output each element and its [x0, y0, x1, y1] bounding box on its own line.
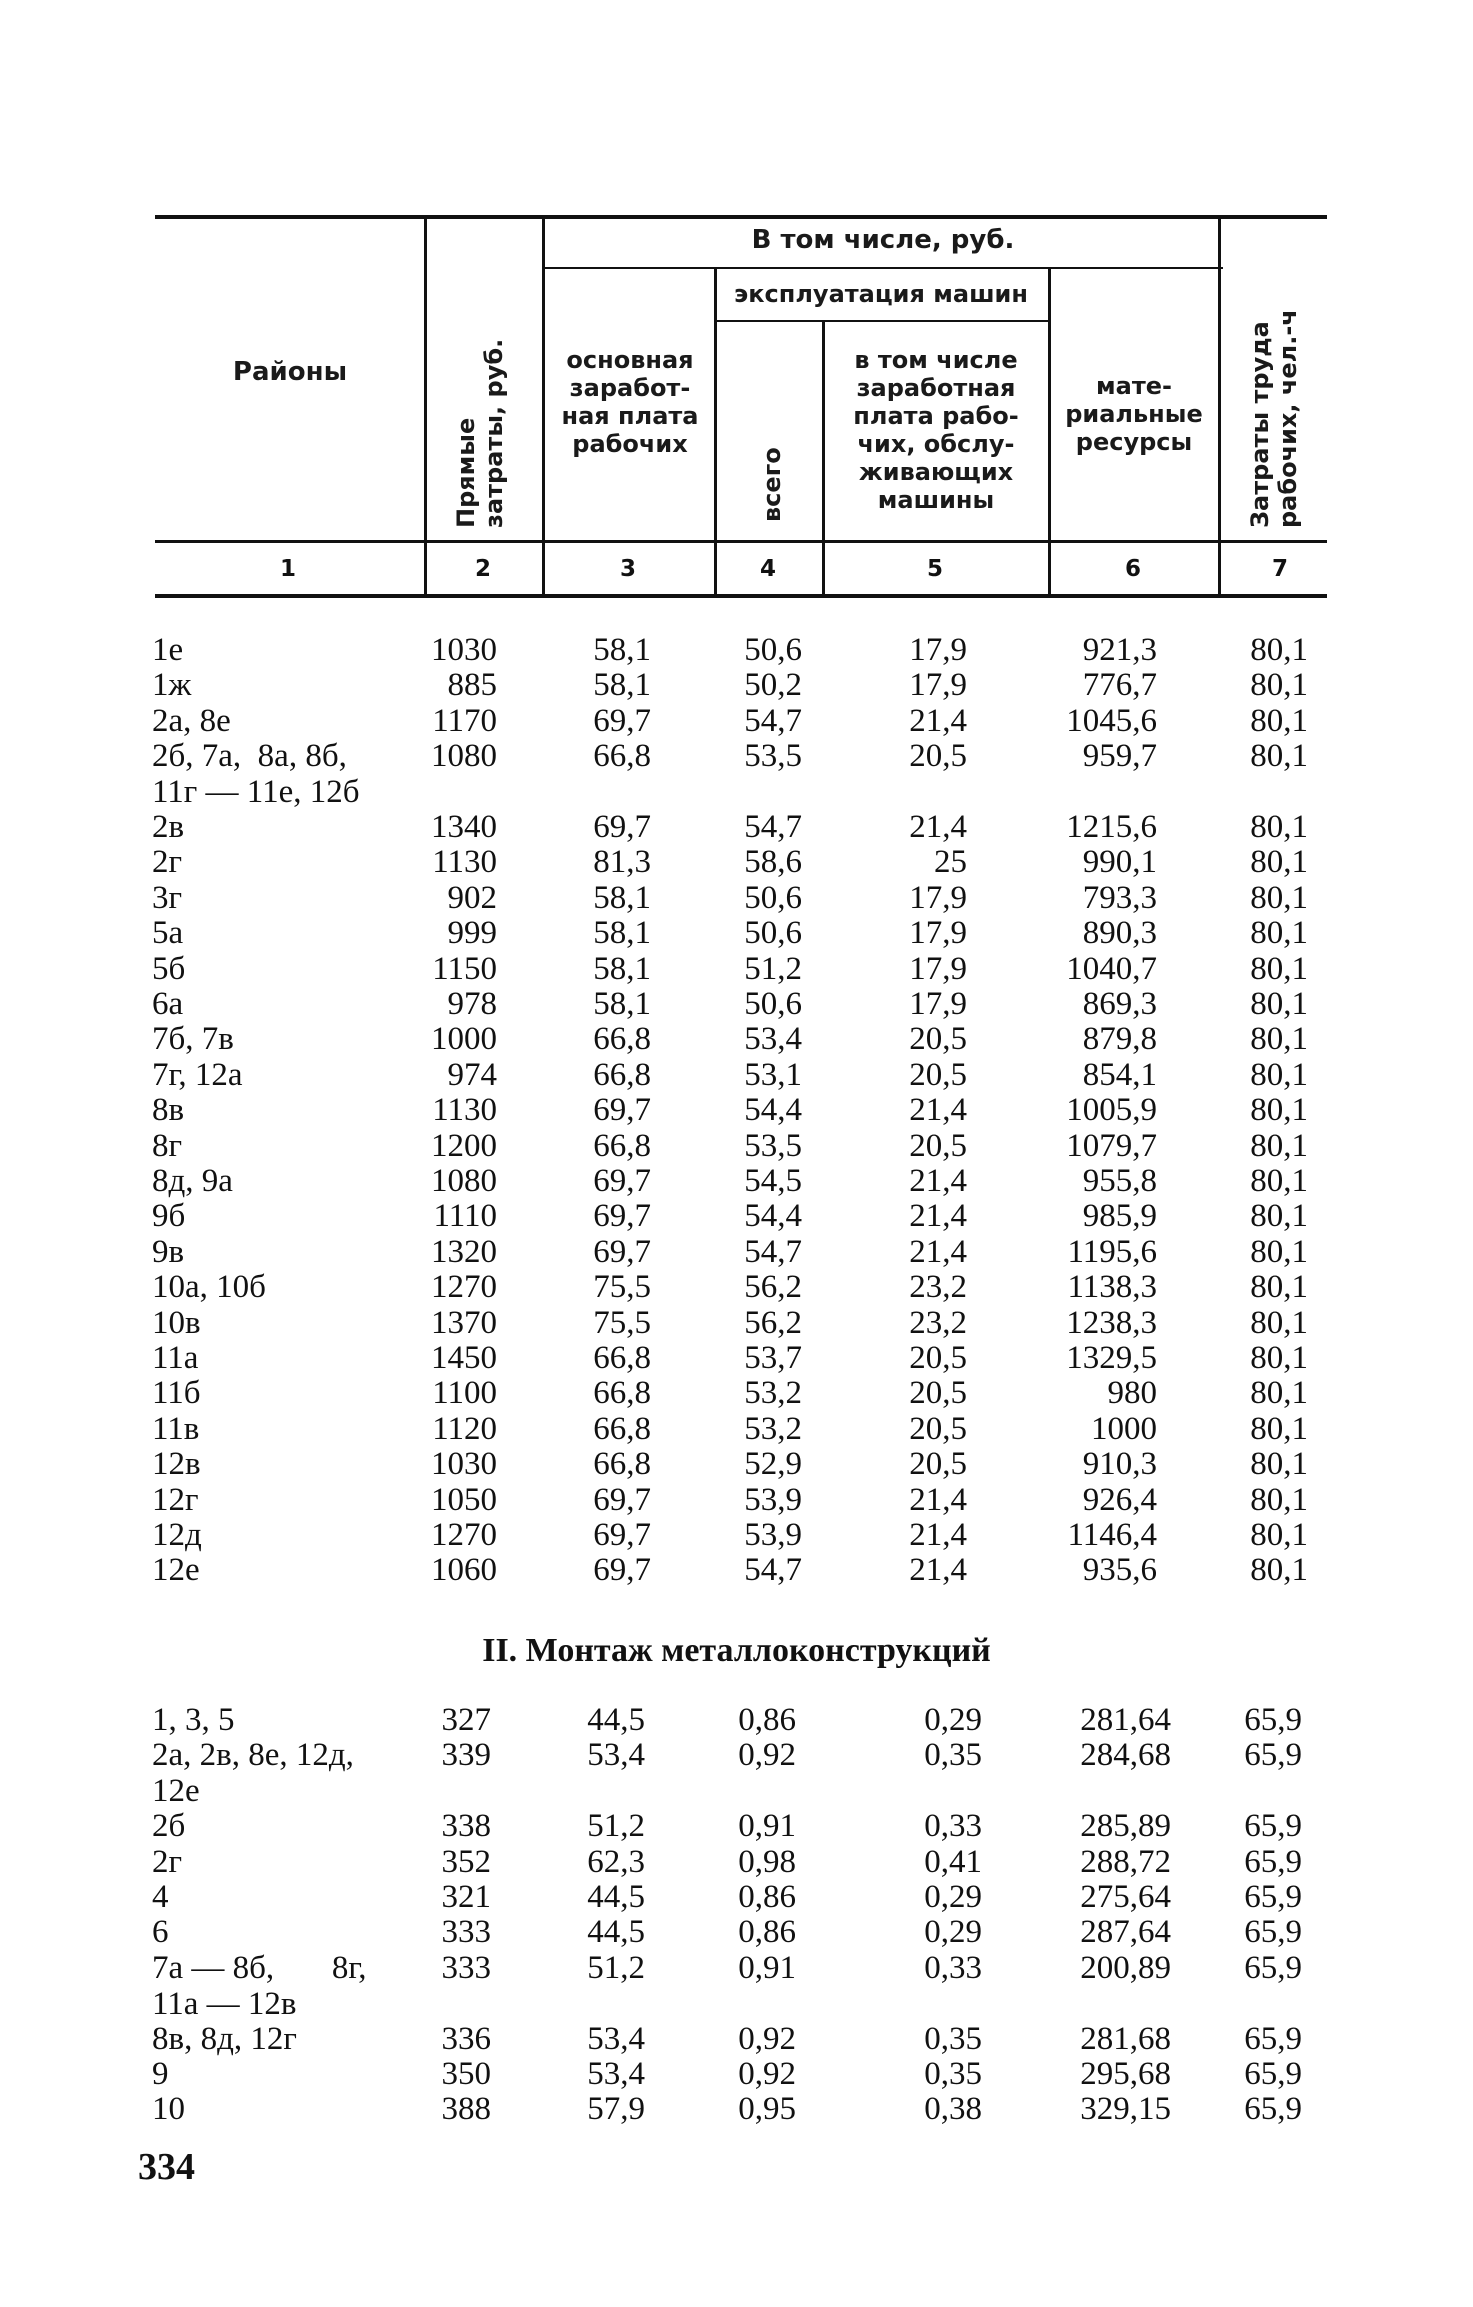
header-machine-operation: эксплуатация машин [734, 280, 1028, 308]
row-value-c3: 44,5 [587, 1702, 645, 1738]
row-value-c5: 21,4 [909, 702, 967, 739]
col-divider-1 [424, 218, 427, 598]
row-value-c4: 52,9 [744, 1446, 802, 1483]
row-value-c3: 69,7 [593, 1517, 651, 1553]
row-value-c2: 333 [441, 1949, 491, 1986]
col-number-7: 7 [1271, 556, 1288, 582]
row-value-c3: 58,1 [593, 667, 651, 704]
row-value-c2: 1270 [431, 1269, 497, 1306]
row-district: 2г [152, 1843, 183, 1880]
row-value-c6: 854,1 [1082, 1056, 1157, 1093]
row-value-c3: 69,7 [593, 1198, 651, 1235]
row-value-c7: 80,1 [1250, 702, 1308, 739]
row-value-c4: 54,4 [744, 1092, 802, 1129]
row-district: 1е [152, 632, 184, 668]
row-value-c3: 75,5 [593, 1304, 651, 1341]
row-value-c6: 288,72 [1080, 1843, 1171, 1880]
row-district: 9в [152, 1233, 185, 1270]
col-divider-6 [1218, 218, 1221, 598]
row-value-c3: 66,8 [593, 1127, 651, 1164]
row-value-c5: 0,38 [924, 2091, 982, 2128]
row-value-c4: 53,5 [744, 738, 802, 775]
row-value-c6: 869,3 [1082, 986, 1157, 1022]
row-value-c4: 50,6 [744, 632, 802, 668]
row-value-c5: 20,5 [909, 738, 967, 775]
row-value-c4: 0,86 [738, 1879, 796, 1915]
row-value-c7: 65,9 [1244, 1737, 1302, 1774]
row-value-c4: 0,92 [738, 1737, 796, 1774]
row-value-c2: 1000 [431, 1021, 497, 1058]
row-value-c3: 81,3 [593, 844, 651, 881]
header-direct-costs: Прямые затраты, руб. [452, 338, 508, 528]
row-value-c2: 388 [441, 2091, 491, 2128]
row-value-c6: 285,89 [1080, 1808, 1171, 1845]
row-value-c3: 57,9 [587, 2091, 645, 2128]
row-value-c5: 0,35 [924, 1737, 982, 1774]
row-district: 8в, 8д, 12г [152, 2020, 297, 2057]
row-value-c2: 1320 [431, 1233, 497, 1270]
row-value-c2: 338 [441, 1808, 491, 1845]
row-value-c6: 287,64 [1080, 1914, 1171, 1951]
row-value-c6: 776,7 [1082, 667, 1157, 704]
col-divider-4 [822, 320, 825, 598]
row-value-c6: 200,89 [1080, 1949, 1171, 1986]
row-district: 10в [152, 1304, 201, 1341]
row-value-c4: 53,9 [744, 1481, 802, 1518]
row-value-c6: 926,4 [1082, 1481, 1157, 1518]
row-value-c7: 80,1 [1250, 667, 1308, 704]
row-value-c3: 53,4 [587, 2020, 645, 2057]
row-district: 9б [152, 1198, 186, 1235]
row-value-c6: 284,68 [1080, 1737, 1171, 1774]
row-value-c2: 1110 [433, 1198, 497, 1235]
row-value-c3: 66,8 [593, 738, 651, 775]
row-value-c3: 69,7 [593, 1233, 651, 1270]
header-machine-wage: в том числе заработная плата рабо- чих, обслу- живающих машины [853, 346, 1019, 514]
col-number-2: 2 [474, 556, 491, 582]
row-district: 9 [152, 2056, 169, 2092]
group-rule [543, 267, 1223, 269]
row-value-c5: 17,9 [909, 915, 967, 952]
row-value-c3: 44,5 [587, 1879, 645, 1915]
row-value-c3: 69,7 [593, 1163, 651, 1199]
row-district: 2а, 8е [152, 702, 231, 739]
row-value-c5: 0,29 [924, 1879, 982, 1915]
row-value-c3: 58,1 [593, 986, 651, 1022]
row-value-c5: 20,5 [909, 1340, 967, 1376]
row-district: 1, 3, 5 [152, 1702, 235, 1738]
row-value-c5: 0,33 [924, 1808, 982, 1845]
row-value-c3: 66,8 [593, 1340, 651, 1376]
row-value-c7: 80,1 [1250, 950, 1308, 987]
col-divider-3 [714, 268, 717, 598]
row-value-c3: 66,8 [593, 1446, 651, 1483]
row-value-c7: 80,1 [1250, 915, 1308, 952]
row-value-c7: 80,1 [1250, 1375, 1308, 1412]
row-value-c2: 1120 [432, 1410, 497, 1447]
row-value-c5: 23,2 [909, 1304, 967, 1341]
row-district: 2в [152, 809, 185, 845]
row-value-c7: 65,9 [1244, 1879, 1302, 1915]
row-value-c5: 0,29 [924, 1914, 982, 1951]
machines-rule [716, 320, 1048, 322]
row-value-c7: 65,9 [1244, 2091, 1302, 2128]
row-district: 5б [152, 950, 186, 987]
row-value-c6: 1000 [1091, 1410, 1157, 1447]
row-value-c5: 20,5 [909, 1127, 967, 1164]
row-value-c7: 80,1 [1250, 1410, 1308, 1447]
row-value-c7: 80,1 [1250, 1517, 1308, 1553]
row-value-c4: 50,2 [744, 667, 802, 704]
row-district: 2б, 7а, 8а, 8б, 11г — 11е, 12б [152, 738, 360, 811]
row-value-c7: 80,1 [1250, 1552, 1308, 1589]
row-value-c6: 1079,7 [1066, 1127, 1157, 1164]
row-value-c7: 80,1 [1250, 1446, 1308, 1483]
row-value-c7: 80,1 [1250, 879, 1308, 916]
row-value-c2: 1170 [432, 702, 497, 739]
row-value-c3: 62,3 [587, 1843, 645, 1880]
row-value-c6: 1195,6 [1067, 1233, 1157, 1270]
row-district: 3г [152, 879, 183, 916]
row-value-c2: 1450 [431, 1340, 497, 1376]
section-title: II. Монтаж металлоконструкций [482, 1632, 991, 1669]
row-value-c4: 56,2 [744, 1269, 802, 1306]
row-district: 12д [152, 1517, 202, 1553]
row-value-c6: 985,9 [1082, 1198, 1157, 1235]
row-district: 7г, 12а [152, 1056, 243, 1093]
header-labor: Затраты труда рабочих, чел.-ч [1246, 309, 1302, 528]
row-value-c5: 21,4 [909, 1552, 967, 1589]
row-value-c7: 80,1 [1250, 1304, 1308, 1341]
row-value-c2: 885 [447, 667, 497, 704]
row-value-c2: 352 [441, 1843, 491, 1880]
row-district: 10а, 10б [152, 1269, 266, 1306]
col-number-6: 6 [1124, 556, 1141, 582]
row-value-c4: 50,6 [744, 879, 802, 916]
row-district: 6 [152, 1914, 169, 1951]
row-value-c2: 974 [447, 1056, 497, 1093]
row-value-c2: 333 [441, 1914, 491, 1951]
row-value-c3: 66,8 [593, 1056, 651, 1093]
row-value-c3: 51,2 [587, 1808, 645, 1845]
row-value-c4: 0,98 [738, 1843, 796, 1880]
row-value-c4: 53,5 [744, 1127, 802, 1164]
header-bottom-rule [155, 540, 1327, 543]
row-value-c7: 65,9 [1244, 2056, 1302, 2092]
row-value-c7: 80,1 [1250, 738, 1308, 775]
row-district: 7а — 8б, 8г, 11а — 12в [152, 1949, 367, 2022]
row-value-c7: 65,9 [1244, 1702, 1302, 1738]
row-value-c6: 275,64 [1080, 1879, 1171, 1915]
row-value-c5: 0,35 [924, 2056, 982, 2092]
row-value-c6: 910,3 [1082, 1446, 1157, 1483]
row-value-c5: 17,9 [909, 986, 967, 1022]
row-value-c3: 58,1 [593, 879, 651, 916]
row-value-c2: 999 [447, 915, 497, 952]
top-rule [155, 215, 1327, 219]
row-value-c2: 902 [447, 879, 497, 916]
row-value-c3: 51,2 [587, 1949, 645, 1986]
row-value-c6: 921,3 [1082, 632, 1157, 668]
row-value-c7: 65,9 [1244, 1949, 1302, 1986]
row-value-c6: 281,68 [1080, 2020, 1171, 2057]
row-value-c2: 1030 [431, 632, 497, 668]
row-district: 10 [152, 2091, 185, 2128]
row-value-c3: 69,7 [593, 702, 651, 739]
row-value-c6: 955,8 [1082, 1163, 1157, 1199]
row-value-c5: 17,9 [909, 950, 967, 987]
row-district: 11в [152, 1410, 200, 1447]
row-value-c5: 21,4 [909, 1163, 967, 1199]
row-value-c5: 0,29 [924, 1702, 982, 1738]
col-number-4: 4 [759, 556, 776, 582]
row-value-c2: 1050 [431, 1481, 497, 1518]
row-value-c6: 1005,9 [1066, 1092, 1157, 1129]
row-value-c3: 69,7 [593, 1092, 651, 1129]
row-value-c7: 80,1 [1250, 632, 1308, 668]
row-value-c3: 66,8 [593, 1021, 651, 1058]
col-divider-2 [542, 218, 545, 598]
row-value-c5: 0,33 [924, 1949, 982, 1986]
row-value-c2: 1080 [431, 738, 497, 775]
row-district: 6а [152, 986, 184, 1022]
row-value-c6: 990,1 [1082, 844, 1157, 881]
row-value-c5: 20,5 [909, 1021, 967, 1058]
row-value-c4: 53,2 [744, 1375, 802, 1412]
header-regions: Районы [232, 357, 348, 387]
row-value-c4: 54,7 [744, 1233, 802, 1270]
row-value-c7: 80,1 [1250, 1269, 1308, 1306]
header-total: всего [758, 447, 786, 522]
row-value-c3: 44,5 [587, 1914, 645, 1951]
row-value-c6: 890,3 [1082, 915, 1157, 952]
row-value-c6: 281,64 [1080, 1702, 1171, 1738]
row-district: 5а [152, 915, 184, 952]
row-value-c7: 65,9 [1244, 1808, 1302, 1845]
row-value-c2: 336 [441, 2020, 491, 2057]
col-number-1: 1 [279, 556, 296, 582]
row-value-c4: 50,6 [744, 986, 802, 1022]
row-value-c2: 1270 [431, 1517, 497, 1553]
row-value-c3: 58,1 [593, 950, 651, 987]
row-district: 4 [152, 1879, 169, 1915]
row-district: 11б [152, 1375, 201, 1412]
row-value-c2: 339 [441, 1737, 491, 1774]
row-value-c2: 1150 [432, 950, 497, 987]
row-value-c4: 54,7 [744, 1552, 802, 1589]
row-value-c6: 959,7 [1082, 738, 1157, 775]
row-district: 12г [152, 1481, 199, 1518]
row-value-c7: 80,1 [1250, 844, 1308, 881]
row-value-c7: 80,1 [1250, 1163, 1308, 1199]
row-value-c4: 53,7 [744, 1340, 802, 1376]
row-value-c6: 295,68 [1080, 2056, 1171, 2092]
row-value-c5: 21,4 [909, 1233, 967, 1270]
row-value-c7: 80,1 [1250, 1092, 1308, 1129]
row-district: 2г [152, 844, 183, 881]
row-value-c3: 58,1 [593, 632, 651, 668]
row-value-c4: 53,4 [744, 1021, 802, 1058]
row-value-c5: 20,5 [909, 1410, 967, 1447]
row-value-c4: 56,2 [744, 1304, 802, 1341]
row-value-c5: 21,4 [909, 809, 967, 845]
row-value-c2: 1030 [431, 1446, 497, 1483]
row-value-c2: 1370 [431, 1304, 497, 1341]
row-value-c5: 20,5 [909, 1375, 967, 1412]
row-value-c6: 980 [1107, 1375, 1157, 1412]
row-value-c4: 0,92 [738, 2056, 796, 2092]
row-value-c5: 25 [934, 844, 967, 881]
row-value-c5: 21,4 [909, 1092, 967, 1129]
row-value-c7: 80,1 [1250, 809, 1308, 845]
row-district: 12е [152, 1552, 200, 1589]
row-value-c4: 54,5 [744, 1163, 802, 1199]
row-value-c7: 80,1 [1250, 1340, 1308, 1376]
row-value-c5: 0,35 [924, 2020, 982, 2057]
col-divider-5 [1048, 268, 1051, 598]
row-value-c6: 329,15 [1080, 2091, 1171, 2128]
row-district: 8д, 9а [152, 1163, 233, 1199]
row-value-c3: 75,5 [593, 1269, 651, 1306]
row-value-c4: 0,92 [738, 2020, 796, 2057]
row-value-c7: 80,1 [1250, 1056, 1308, 1093]
row-value-c5: 21,4 [909, 1198, 967, 1235]
row-value-c7: 80,1 [1250, 1233, 1308, 1270]
row-value-c3: 53,4 [587, 2056, 645, 2092]
row-value-c4: 53,2 [744, 1410, 802, 1447]
row-value-c3: 69,7 [593, 809, 651, 845]
row-value-c2: 1130 [432, 844, 497, 881]
row-value-c2: 1200 [431, 1127, 497, 1164]
col-number-3: 3 [619, 556, 636, 582]
row-value-c4: 53,9 [744, 1517, 802, 1553]
row-value-c5: 23,2 [909, 1269, 967, 1306]
row-value-c4: 54,7 [744, 702, 802, 739]
row-value-c2: 1060 [431, 1552, 497, 1589]
row-value-c7: 80,1 [1250, 986, 1308, 1022]
row-value-c2: 321 [441, 1879, 491, 1915]
row-value-c4: 0,95 [738, 2091, 796, 2128]
col-number-5: 5 [926, 556, 943, 582]
row-value-c3: 69,7 [593, 1552, 651, 1589]
row-value-c4: 0,86 [738, 1914, 796, 1951]
row-value-c7: 65,9 [1244, 1843, 1302, 1880]
row-value-c2: 1080 [431, 1163, 497, 1199]
row-value-c5: 17,9 [909, 667, 967, 704]
row-value-c4: 58,6 [744, 844, 802, 881]
row-value-c2: 1100 [432, 1375, 497, 1412]
row-value-c6: 1045,6 [1066, 702, 1157, 739]
row-value-c5: 20,5 [909, 1446, 967, 1483]
row-value-c7: 65,9 [1244, 1914, 1302, 1951]
row-value-c4: 0,91 [738, 1949, 796, 1986]
row-value-c5: 21,4 [909, 1517, 967, 1553]
row-value-c5: 0,41 [924, 1843, 982, 1880]
row-district: 2б [152, 1808, 186, 1845]
row-value-c2: 350 [441, 2056, 491, 2092]
header-base-wage: основная заработ- ная плата рабочих [561, 346, 699, 458]
row-district: 8г [152, 1127, 183, 1164]
header-group: В том числе, руб. [751, 225, 1015, 255]
row-value-c6: 1138,3 [1067, 1269, 1157, 1306]
row-district: 1ж [152, 667, 192, 704]
row-district: 2а, 2в, 8е, 12д, 12е [152, 1737, 354, 1810]
row-value-c3: 53,4 [587, 1737, 645, 1774]
row-value-c7: 80,1 [1250, 1127, 1308, 1164]
row-value-c6: 1329,5 [1066, 1340, 1157, 1376]
row-district: 12в [152, 1446, 201, 1483]
row-value-c2: 327 [441, 1702, 491, 1738]
row-value-c4: 53,1 [744, 1056, 802, 1093]
row-value-c7: 65,9 [1244, 2020, 1302, 2057]
row-value-c6: 1215,6 [1066, 809, 1157, 845]
row-value-c6: 793,3 [1082, 879, 1157, 916]
row-value-c5: 17,9 [909, 879, 967, 916]
row-value-c4: 54,4 [744, 1198, 802, 1235]
row-value-c4: 51,2 [744, 950, 802, 987]
row-value-c6: 1146,4 [1067, 1517, 1157, 1553]
row-value-c6: 1238,3 [1066, 1304, 1157, 1341]
page-number: 334 [138, 2146, 195, 2188]
row-value-c7: 80,1 [1250, 1198, 1308, 1235]
row-value-c6: 879,8 [1082, 1021, 1157, 1058]
row-value-c6: 935,6 [1082, 1552, 1157, 1589]
row-value-c4: 50,6 [744, 915, 802, 952]
row-value-c5: 20,5 [909, 1056, 967, 1093]
row-value-c3: 66,8 [593, 1375, 651, 1412]
row-value-c3: 58,1 [593, 915, 651, 952]
row-district: 8в [152, 1092, 185, 1129]
row-value-c7: 80,1 [1250, 1021, 1308, 1058]
row-value-c3: 66,8 [593, 1410, 651, 1447]
row-value-c2: 1130 [432, 1092, 497, 1129]
row-value-c2: 978 [447, 986, 497, 1022]
numbers-bottom-rule [155, 594, 1327, 598]
row-value-c7: 80,1 [1250, 1481, 1308, 1518]
row-value-c3: 69,7 [593, 1481, 651, 1518]
row-value-c4: 0,86 [738, 1702, 796, 1738]
row-value-c6: 1040,7 [1066, 950, 1157, 987]
row-value-c4: 54,7 [744, 809, 802, 845]
row-district: 11а [152, 1340, 199, 1376]
header-materials: мате- риальные ресурсы [1065, 372, 1203, 456]
row-value-c5: 17,9 [909, 632, 967, 668]
row-value-c2: 1340 [431, 809, 497, 845]
row-value-c4: 0,91 [738, 1808, 796, 1845]
row-value-c5: 21,4 [909, 1481, 967, 1518]
row-district: 7б, 7в [152, 1021, 234, 1058]
